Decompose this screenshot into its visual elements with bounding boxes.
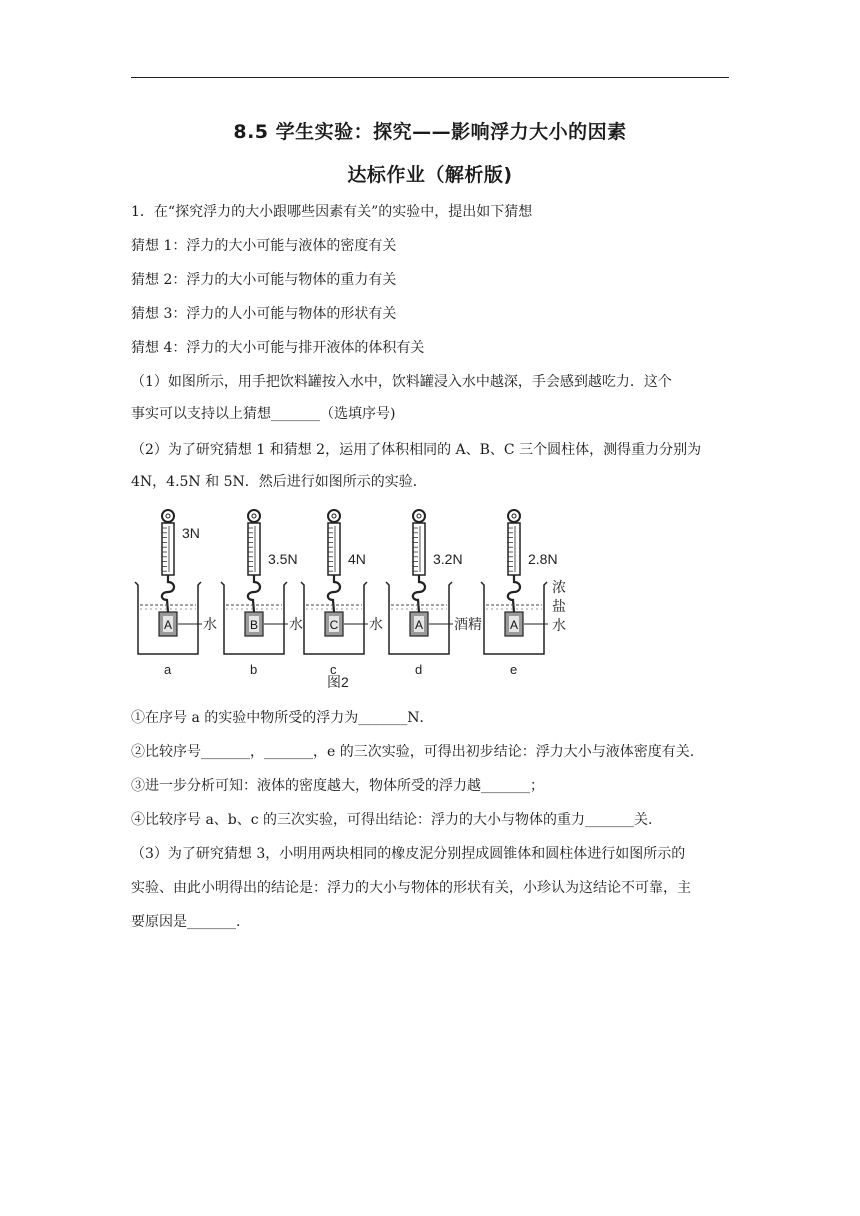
- setup-b: [221, 510, 303, 677]
- setup-e: [481, 510, 566, 677]
- block-label-c: C: [329, 618, 339, 632]
- part2-line2: 4N，4.5N 和 5N．然后进行如图所示的实验．: [131, 474, 427, 490]
- guess-3: 猜想 3：浮力的人小可能与物体的形状有关: [131, 306, 397, 322]
- part3-line2: 实验、由此小明得出的结论是：浮力的大小与物体的形状有关，小珍认为这结论不可靠，主: [131, 880, 691, 896]
- part3-line1: （3）为了研究猜想 3，小明用两块相同的橡皮泥分别捏成圆锥体和圆柱体进行如图所示的: [131, 846, 686, 862]
- scale-reading-d: 3.2N: [433, 551, 463, 567]
- subq-4: ④比较序号 a、b、c 的三次实验，可得出结论：浮力的大小与物体的重力_______关.: [131, 812, 653, 828]
- liquid-label-d: 酒精: [454, 616, 482, 632]
- part1-line2: 事实可以支持以上猜想_______（选填序号): [131, 406, 396, 422]
- guess-2: 猜想 2：浮力的大小可能与物体的重力有关: [131, 272, 397, 288]
- setup-c: [301, 510, 383, 677]
- question-intro: 1．在“探究浮力的大小跟哪些因素有关”的实验中，提出如下猜想: [131, 204, 533, 220]
- guess-1: 猜想 1：浮力的大小可能与液体的密度有关: [131, 238, 397, 254]
- subq-1: ①在序号 a 的实验中物所受的浮力为_______N．: [131, 710, 434, 726]
- liquid-label-e-2: 水: [552, 617, 566, 633]
- liquid-label-b: 水: [289, 616, 303, 632]
- liquid-label-a: 水: [203, 616, 217, 632]
- figure-caption: 图2: [327, 674, 349, 690]
- setup-label-d: d: [415, 662, 423, 677]
- part3-line3: 要原因是_______.: [131, 914, 241, 930]
- liquid-label-e-0: 浓: [552, 579, 566, 595]
- part2-line1: （2）为了研究猜想 1 和猜想 2，运用了体积相同的 A、B、C 三个圆柱体，测得重力分别为: [131, 442, 702, 458]
- scale-reading-a: 3N: [182, 525, 200, 541]
- setup-label-c: c: [330, 662, 337, 677]
- setup-label-e: e: [510, 662, 518, 677]
- subq-2: ②比较序号_______，_______，e 的三次实验，可得出初步结论：浮力大小与液体密度有关.: [131, 744, 695, 760]
- scale-reading-b: 3.5N: [268, 551, 298, 567]
- setup-d: [386, 510, 482, 677]
- header-rule: [131, 77, 729, 78]
- block-label-d: A: [414, 618, 424, 632]
- subq-3: ③进一步分析可知：液体的密度越大，物体所受的浮力越_______；: [131, 778, 544, 794]
- scale-reading-c: 4N: [348, 551, 366, 567]
- block-label-b: B: [249, 618, 259, 632]
- block-label-a: A: [163, 618, 173, 632]
- liquid-label-e-1: 盐: [552, 598, 566, 614]
- setup-label-b: b: [250, 662, 258, 677]
- scale-reading-e: 2.8N: [528, 551, 558, 567]
- document-title: 8.5 学生实验：探究——影响浮力大小的因素: [233, 121, 627, 143]
- liquid-label-c: 水: [369, 616, 383, 632]
- document-subtitle: 达标作业（解析版): [347, 164, 513, 186]
- setup-a: [135, 510, 217, 677]
- guess-4: 猜想 4：浮力的大小可能与排开液体的体积有关: [131, 340, 425, 356]
- setup-label-a: a: [164, 662, 172, 677]
- experiment-figure: [130, 504, 570, 694]
- block-label-e: A: [509, 618, 519, 632]
- part1-line1: （1）如图所示，用手把饮料罐按入水中，饮料罐浸入水中越深，手会感到越吃力．这个: [131, 374, 672, 390]
